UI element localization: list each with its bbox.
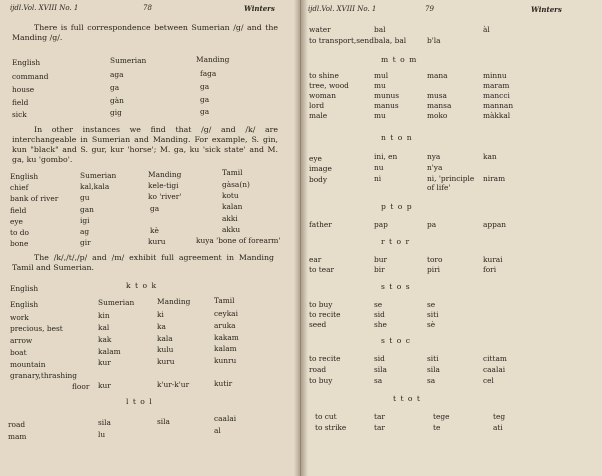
table-cell: pap — [374, 220, 388, 229]
table-cell: ga — [110, 83, 120, 92]
table-cell: to transport,send — [309, 36, 374, 45]
table-cell: faga — [200, 69, 217, 78]
table-cell: image — [309, 164, 332, 173]
table-cell: eye — [309, 154, 322, 163]
table-cell: kurai — [483, 255, 503, 264]
section-k-english-label: English — [10, 284, 39, 293]
table-cell: command — [12, 72, 49, 81]
table-cell: to strike — [315, 423, 347, 432]
table-cell: al — [214, 426, 221, 435]
table-cell: kalam — [98, 347, 121, 356]
table1-header-sumerian: Sumerian — [110, 56, 147, 65]
table-cell: niram — [483, 174, 506, 183]
table-cell: water — [309, 25, 331, 34]
table-cell: kè — [150, 226, 159, 235]
left-header-page: 78 — [143, 4, 152, 12]
table-cell: ki — [157, 310, 164, 319]
paragraph-g-k-interchange: In other instances we find that /g/ and /k/ are interchangeable in Sumerian and Manding. For example, S. gin, kun "black" and S. gur, kur 'horse'; M. ga, ku 'sick state' and M. ga, ku 'gombo'. — [12, 125, 278, 164]
table-cell: caalai — [214, 414, 237, 423]
table-cell: munus — [374, 91, 400, 100]
table-cell: minnu — [483, 71, 507, 80]
table-cell: kele-tigi — [148, 181, 179, 190]
table-cell: aga — [110, 70, 124, 79]
table-cell: b'la — [427, 36, 441, 45]
table-cell: lu — [98, 430, 106, 439]
table-cell: floor — [72, 382, 90, 391]
table-cell: ati — [493, 423, 503, 432]
table-cell: mansa — [427, 101, 452, 110]
right-header-journal: ijdl.Vol. XVIII No. 1 — [308, 5, 377, 13]
table-cell: te — [433, 423, 441, 432]
table-cell: siti — [427, 354, 439, 363]
table-cell: mountain — [10, 360, 46, 369]
table-cell: gu — [80, 193, 90, 202]
table-cell: toro — [427, 255, 443, 264]
table-cell: kuru — [157, 357, 175, 366]
section-r-heading: r t o r — [381, 237, 411, 246]
section-t-heading: t t o t — [393, 394, 421, 403]
table-cell: ko 'river' — [148, 192, 182, 201]
table-cell: tege — [433, 412, 450, 421]
left-header-journal: ijdl.Vol. XVIII No. 1 — [10, 4, 79, 12]
table-cell: caalai — [483, 365, 506, 374]
table-cell: kuya 'bone of forearm' — [196, 236, 281, 245]
left-header-author: Winters — [244, 4, 275, 13]
section-c-heading: s t o c — [381, 336, 412, 345]
section-l-heading: l t o l — [126, 397, 153, 406]
right-header-author: Winters — [531, 5, 562, 14]
table-cell: to do — [10, 228, 29, 237]
table-cell: ga — [200, 95, 210, 104]
table-cell: k'ur-k'ur — [157, 380, 190, 389]
table-cell: sè — [427, 320, 436, 329]
table-cell: nya — [427, 152, 441, 161]
table-cell: boat — [10, 348, 27, 357]
table3-header-sumerian: Sumerian — [98, 298, 135, 307]
table-cell: cel — [483, 376, 494, 385]
table-cell: arrow — [10, 336, 33, 345]
table-cell: bank of river — [10, 194, 59, 203]
table-cell: maram — [483, 81, 510, 90]
table-cell: to cut — [315, 412, 337, 421]
table-cell: gan — [80, 205, 94, 214]
table-cell: to buy — [309, 376, 333, 385]
table-cell: mu — [374, 81, 386, 90]
table-cell: to shine — [309, 71, 339, 80]
table-cell: field — [10, 206, 27, 215]
table-cell: granary,thrashing — [10, 371, 77, 380]
table-cell: to tear — [309, 265, 335, 274]
table-cell: akku — [222, 225, 241, 234]
table-cell: mancci — [483, 91, 510, 100]
table-cell: sa — [374, 376, 383, 385]
section-n-heading: n t o n — [381, 133, 413, 142]
table-cell: kulu — [157, 345, 174, 354]
table-cell: sick — [12, 110, 27, 119]
table-cell: sila — [374, 365, 387, 374]
table-cell: gir — [80, 238, 91, 247]
table-cell: kur — [98, 358, 111, 367]
table-cell: se — [427, 300, 436, 309]
table-cell: lord — [309, 101, 325, 110]
table-cell: sila — [427, 365, 440, 374]
table-cell: ag — [80, 227, 90, 236]
table1-header-manding: Manding — [196, 55, 230, 64]
table-cell: field — [12, 98, 29, 107]
table-cell: kal — [98, 323, 110, 332]
table-cell: màkkal — [483, 111, 511, 120]
table2-header-sumerian: Sumerian — [80, 171, 117, 180]
table-cell: pa — [427, 220, 437, 229]
table-cell: kuru — [148, 237, 166, 246]
table-cell: woman — [309, 91, 336, 100]
table-cell: mannan — [483, 101, 514, 110]
table-cell: eye — [10, 217, 23, 226]
table-cell: house — [12, 85, 35, 94]
table-cell: mam — [8, 432, 27, 441]
table-cell: n'ya — [427, 163, 443, 172]
table-cell: kala — [157, 334, 173, 343]
table-cell: manus — [374, 101, 399, 110]
table2-header-manding: Manding — [148, 170, 182, 179]
table-cell: siti — [427, 310, 439, 319]
table-cell: ka — [157, 322, 166, 331]
table-cell: ga — [150, 204, 160, 213]
table-cell: se — [374, 300, 383, 309]
table-cell: ni — [374, 174, 382, 183]
table-cell: chief — [10, 183, 29, 192]
book-gutter-shadow — [294, 0, 308, 476]
table-cell: piri — [427, 265, 440, 274]
table-cell: akki — [222, 214, 238, 223]
table-cell: road — [309, 365, 327, 374]
table-cell: bala, bal — [374, 36, 407, 45]
table1-header-english: English — [12, 58, 41, 67]
table-cell: seed — [309, 320, 327, 329]
table3-header-manding: Manding — [157, 297, 191, 306]
table-cell: kakam — [214, 333, 239, 342]
table-cell: male — [309, 111, 328, 120]
table-cell: kak — [98, 335, 112, 344]
table-cell: fori — [483, 265, 497, 274]
table-cell: àl — [483, 25, 490, 34]
table-cell: ni, 'principle of life' — [427, 174, 475, 192]
table-cell: kur — [98, 381, 111, 390]
table-cell: father — [309, 220, 332, 229]
table-cell: ga — [200, 107, 210, 116]
table-cell: to recite — [309, 354, 341, 363]
table-cell: gàn — [110, 96, 124, 105]
table-cell: kalam — [214, 344, 237, 353]
table-cell: kan — [483, 152, 497, 161]
table-cell: mu — [374, 111, 386, 120]
table-cell: igi — [80, 216, 90, 225]
paragraph-k-t-p-m: The /k/,/t/,/p/ and /m/ exhibit full agreement in Manding Tamil and Sumerian. — [12, 253, 274, 272]
table2-header-tamil: Tamil — [222, 168, 243, 177]
table-cell: to buy — [309, 300, 333, 309]
table-cell: body — [309, 175, 328, 184]
section-m-heading: m t o m — [381, 55, 418, 64]
table-cell: aruka — [214, 321, 236, 330]
table-cell: kotu — [222, 191, 239, 200]
table-cell: road — [8, 420, 26, 429]
table-cell: ini, en — [374, 152, 398, 161]
right-page — [301, 0, 602, 476]
table-cell: appan — [483, 220, 507, 229]
table-cell: musa — [427, 91, 447, 100]
table-cell: to recite — [309, 310, 341, 319]
table-cell: tar — [374, 423, 385, 432]
table-cell: bone — [10, 239, 29, 248]
table-cell: kin — [98, 311, 110, 320]
table-cell: tar — [374, 412, 385, 421]
right-header-page: 79 — [425, 5, 434, 13]
section-p-heading: p t o p — [381, 202, 413, 211]
table-cell: sila — [98, 418, 111, 427]
table-cell: tree, wood — [309, 81, 349, 90]
table-cell: sid — [374, 310, 385, 319]
table2-header-english: English — [10, 172, 39, 181]
table-cell: kunru — [214, 356, 237, 365]
table3-header-tamil: Tamil — [214, 296, 235, 305]
table-cell: nu — [374, 163, 384, 172]
paragraph-g-correspondence: There is full correspondence between Sumerian /g/ and the Manding /g/. — [12, 23, 278, 42]
table-cell: bal — [374, 25, 386, 34]
table-cell: moko — [427, 111, 448, 120]
table-cell: bir — [374, 265, 385, 274]
table3-header-english: English — [10, 300, 39, 309]
section-k-heading: k t o k — [126, 281, 158, 290]
table-cell: kal,kala — [80, 182, 110, 191]
table-cell: sila — [157, 417, 170, 426]
left-page — [0, 0, 300, 476]
table-cell: teg — [493, 412, 506, 421]
section-s-heading: s t o s — [381, 282, 411, 291]
table-cell: sid — [374, 354, 385, 363]
table-cell: kutir — [214, 379, 233, 388]
table-cell: bur — [374, 255, 388, 264]
table-cell: she — [374, 320, 387, 329]
table-cell: mana — [427, 71, 448, 80]
table-cell: gig — [110, 108, 122, 117]
table-cell: gàsa(n) — [222, 180, 250, 189]
table-cell: sa — [427, 376, 436, 385]
table-cell: work — [10, 313, 29, 322]
table-cell: ear — [309, 255, 322, 264]
table-cell: cittam — [483, 354, 507, 363]
table-cell: ga — [200, 82, 210, 91]
table-cell: kalan — [222, 202, 243, 211]
table-cell: mul — [374, 71, 389, 80]
table-cell: ceykai — [214, 309, 238, 318]
table-cell: precious, best — [10, 324, 63, 333]
